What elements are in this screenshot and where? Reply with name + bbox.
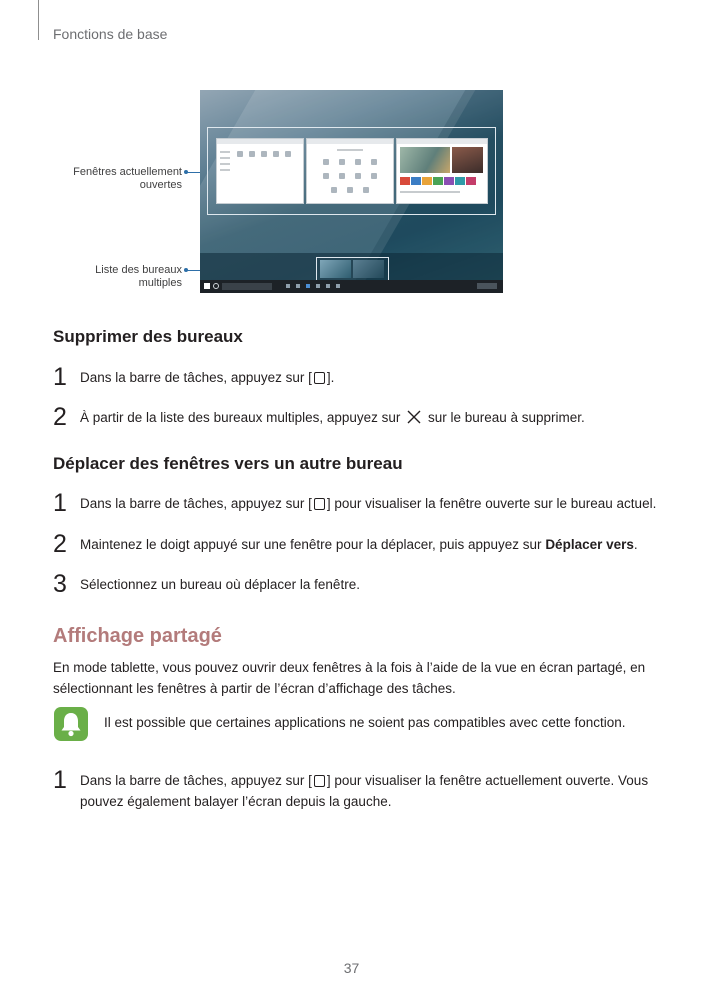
step-text [80,493,656,514]
window-thumbnail [396,138,488,204]
step-text [80,534,638,555]
intro-paragraph [53,657,653,699]
menu-option-name: Déplacer vers [545,537,634,552]
desktop-thumbnail [353,260,384,278]
step-text-part: Dans la barre de tâches, appuyez sur [ [80,496,312,511]
step-text [80,407,585,428]
task-view-icon [314,498,325,510]
settings-icon [347,187,353,193]
folder-icon [249,151,255,157]
app-tile [455,177,465,185]
leader-dot [184,170,188,174]
window-title-bar [397,139,487,144]
task-view-icon [314,372,325,384]
step-text [80,367,334,388]
task-view-icon [314,775,325,787]
settings-icon [339,159,345,165]
step-text: Sélectionnez un bureau où déplacer la fenêtre. [80,577,360,592]
app-tile [422,177,432,185]
window-title-bar [307,139,393,144]
step-number: 2 [53,403,67,431]
step-text-part: Dans la barre de tâches, appuyez sur [ [80,370,312,385]
label-line: Liste des bureaux [95,264,182,276]
step-line [80,770,648,791]
settings-icon [323,159,329,165]
text-line [337,149,363,151]
search-icon [213,283,219,289]
app-tile [411,177,421,185]
app-tile [466,177,476,185]
store-banner-image [452,147,483,173]
window-thumbnail [216,138,304,204]
step-text-part: . [633,537,638,552]
windows-taskbar [200,280,503,293]
settings-icon [355,159,361,165]
step-text [80,770,648,812]
step-text-part: Maintenez le doigt appuyé sur une fenêtre pour la déplacer, puis appuyez sur [80,537,546,552]
step-number: 3 [53,570,67,598]
close-icon [406,409,422,425]
text-line [220,163,230,165]
taskbar-app-icon [326,284,330,288]
app-tile [400,177,410,185]
step-text-part: ] pour visualiser la fenêtre actuellement ouverte. Vous [326,773,649,788]
label-line: multiples [138,277,182,289]
step-number: 2 [53,530,67,558]
settings-icon [371,159,377,165]
text-line [220,151,230,153]
leader-dot [184,268,188,272]
taskbar-app-icon [306,284,310,288]
step-text-part: ] pour visualiser la fenêtre ouverte sur le bureau actuel. [326,496,657,511]
paragraph-line: En mode tablette, vous pouvez ouvrir deux fenêtres à la fois à l’aide de la vue en écran partagé, en [53,660,646,675]
label-line: ouvertes [139,179,182,191]
window-thumbnail [306,138,394,204]
taskbar-app-icon [296,284,300,288]
taskbar-app-icon [336,284,340,288]
text-line [220,169,230,171]
figure-label-open-windows [73,166,182,192]
section-heading: Déplacer des fenêtres vers un autre bureau [53,454,403,473]
taskbar-app-icon [286,284,290,288]
settings-icon [363,187,369,193]
section-header: Fonctions de base [53,26,168,42]
start-icon [204,283,210,289]
bell-note-icon [54,707,88,741]
step-number: 1 [53,363,67,391]
header-rule [38,0,39,40]
figure-label-desktops [95,264,182,290]
step-text-part: À partir de la liste des bureaux multiples, appuyez sur [80,410,401,425]
folder-icon [261,151,267,157]
step-text-part: sur le bureau à supprimer. [427,410,585,425]
step-text-part: Dans la barre de tâches, appuyez sur [ [80,773,312,788]
text-line [220,157,230,159]
label-line: Fenêtres actuellement [73,166,182,178]
desktop-thumbnail [320,260,351,278]
settings-icon [355,173,361,179]
settings-icon [323,173,329,179]
bell-icon [54,707,88,741]
window-title-bar [217,139,303,144]
app-tile [433,177,443,185]
system-tray [477,283,497,289]
page-number: 37 [343,960,360,976]
step-line: pouvez également balayer l’écran depuis la gauche. [80,794,392,809]
folder-icon [273,151,279,157]
folder-icon [285,151,291,157]
store-banner-image [400,147,450,173]
app-tile [444,177,454,185]
note-text: Il est possible que certaines applications ne soient pas compatibles avec cette fonction. [104,715,626,730]
settings-icon [371,173,377,179]
step-text-part: ]. [326,370,335,385]
text-line [400,191,460,193]
search-box [222,283,272,290]
folder-icon [237,151,243,157]
settings-icon [331,187,337,193]
settings-icon [339,173,345,179]
section-heading: Supprimer des bureaux [53,327,243,346]
chapter-title: Affichage partagé [53,625,222,647]
step-number: 1 [53,489,67,517]
step-number: 1 [53,766,67,794]
paragraph-line: sélectionnant les fenêtres à partir de l’écran d’affichage des tâches. [53,681,456,696]
taskbar-app-icon [316,284,320,288]
task-view-screenshot [200,90,503,293]
